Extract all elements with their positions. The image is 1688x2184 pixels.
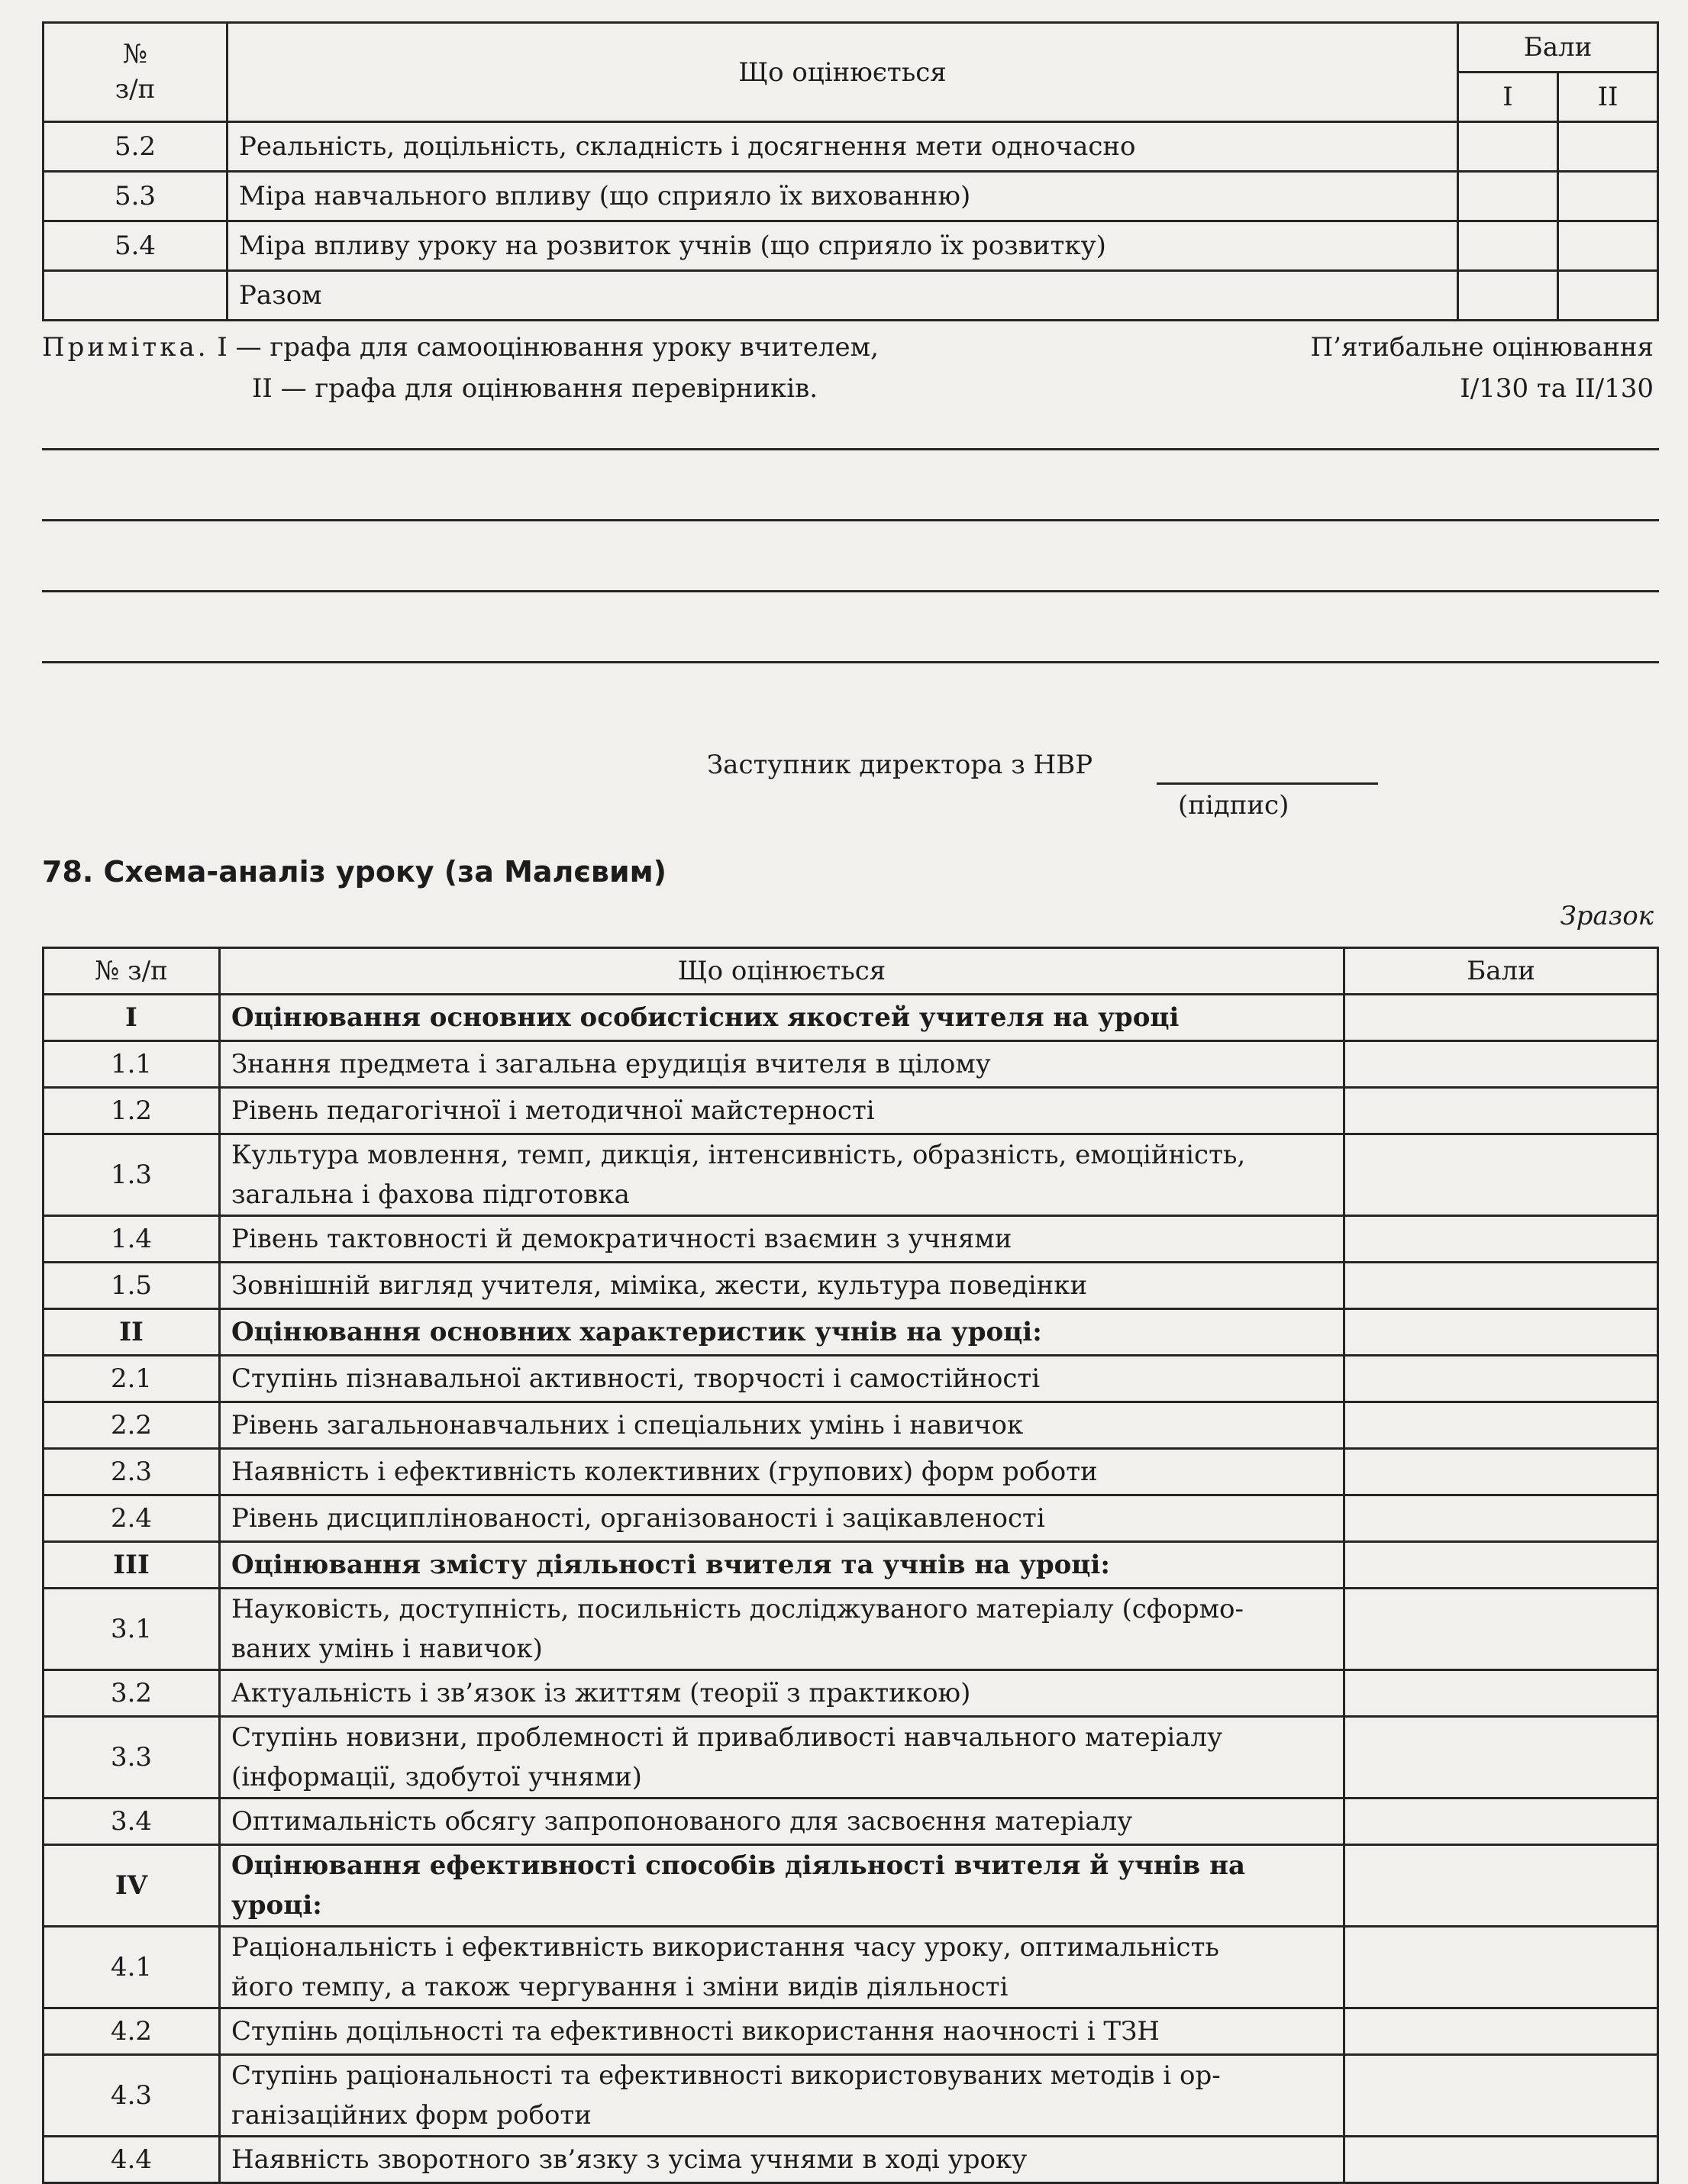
row-score-ii [1558,271,1658,321]
top-table-row [44,271,1658,321]
row-score [1344,1495,1658,1542]
top-table-row [44,122,1658,172]
main-header-number: № з/п [44,948,220,995]
row-criterion: Оцінювання ефективності способів діяльності вчителя й учнів на уроці: [220,1845,1344,1927]
row-score [1344,1356,1658,1402]
row-number: 4.3 [44,2055,220,2137]
table-row [44,1798,1658,1845]
blank-line [42,519,1659,521]
table-row [44,1263,1658,1309]
row-number: 2.1 [44,1356,220,1402]
note-block [42,327,879,409]
row-criterion: Ступінь раціональності та ефективності використовуваних методів і ор- ганізаційних форм роботи [220,2055,1344,2137]
row-number: 3.3 [44,1717,220,1798]
row-criterion: Наявність і ефективність колективних (групових) форм роботи [220,1449,1344,1495]
top-table-row [44,221,1658,271]
signature-role: Заступник директора з НВР [707,750,1093,780]
header-scores: Бали [1458,23,1658,73]
header-number-text: № з/п [115,38,156,105]
section-row [44,1309,1658,1356]
row-number [44,271,228,321]
table-row [44,1495,1658,1542]
row-number: 5.2 [44,122,228,172]
row-score [1344,2055,1658,2137]
section-row [44,1542,1658,1589]
row-criterion: Оптимальність обсягу запропонованого для засвоєння матеріалу [220,1798,1344,1845]
row-criterion: Міра навчального впливу (що сприяло їх вихованню) [228,172,1458,221]
row-number: 1.1 [44,1041,220,1088]
section-row [44,995,1658,1041]
row-score [1344,1717,1658,1798]
section-title: 78. Схема-аналіз уроку (за Малєвим) [42,855,667,889]
signature-caption: (підпис) [1178,790,1289,821]
row-score-i [1458,122,1558,172]
table-row [44,1927,1658,2008]
row-criterion: Раціональність і ефективність використання часу уроку, оптимальність його темпу, а також чергування і зміни видів діяльності [220,1927,1344,2008]
row-number: 3.2 [44,1670,220,1717]
row-number: 4.2 [44,2008,220,2055]
row-score [1344,2008,1658,2055]
row-score [1344,1927,1658,2008]
row-number: 3.1 [44,1589,220,1670]
note-scoring-value: I/130 та II/130 [1460,373,1654,404]
row-criterion: Оцінювання змісту діяльності вчителя та учнів на уроці: [220,1542,1344,1589]
row-number: 3.4 [44,1798,220,1845]
row-score [1344,995,1658,1041]
table-row [44,2137,1658,2183]
row-criterion: Міра впливу уроку на розвиток учнів (що сприяло їх розвитку) [228,221,1458,271]
row-number: I [44,995,220,1041]
top-table-row [44,172,1658,221]
row-number: 1.4 [44,1216,220,1263]
main-header-what: Що оцінюється [220,948,1344,995]
main-table-header-row [44,948,1658,995]
row-criterion: Ступінь новизни, проблемності й привабливості навчального матеріалу (інформації, здобутої учнями) [220,1717,1344,1798]
note-label: Примітка. [42,332,209,363]
note-scoring-title: П’ятибальне оцінювання [1310,332,1654,363]
table-row [44,1717,1658,1798]
row-number: 4.4 [44,2137,220,2183]
blank-line [42,448,1659,450]
row-number: 1.3 [44,1134,220,1216]
row-criterion: Разом [228,271,1458,321]
header-what: Що оцінюється [228,23,1458,122]
row-score-i [1458,172,1558,221]
note-right-block [1311,327,1654,409]
row-score-i [1458,221,1558,271]
row-criterion: Ступінь доцільності та ефективності використання наочності і ТЗН [220,2008,1344,2055]
row-score [1344,1670,1658,1717]
row-criterion: Рівень тактовності й демократичності взаємин з учнями [220,1216,1344,1263]
row-criterion: Культура мовлення, темп, дикція, інтенсивність, образність, емоційність, загальна і фахова підготовка [220,1134,1344,1216]
note-line-2: II — графа для оцінювання перевірників. [252,373,818,404]
row-score [1344,1589,1658,1670]
row-score [1344,1449,1658,1495]
table-row [44,1589,1658,1670]
table-row [44,1356,1658,1402]
row-score-ii [1558,221,1658,271]
table-row [44,1216,1658,1263]
row-score [1344,1798,1658,1845]
row-number: 2.2 [44,1402,220,1449]
blank-line [42,661,1659,663]
lesson-analysis-table [42,947,1659,2184]
row-score-ii [1558,122,1658,172]
top-evaluation-table [42,21,1659,321]
row-score [1344,1216,1658,1263]
row-criterion: Науковість, доступність, посильність досліджуваного матеріалу (сформо- ваних умінь і навичок) [220,1589,1344,1670]
row-criterion: Знання предмета і загальна ерудиція вчителя в цілому [220,1041,1344,1088]
main-header-score: Бали [1344,948,1658,995]
table-row [44,1041,1658,1088]
table-row [44,2055,1658,2137]
header-score-ii: II [1558,73,1658,122]
row-score [1344,1134,1658,1216]
row-criterion: Рівень загальнонавчальних і спеціальних умінь і навичок [220,1402,1344,1449]
row-number: III [44,1542,220,1589]
row-score [1344,1263,1658,1309]
row-number: 1.2 [44,1088,220,1134]
row-number: 2.4 [44,1495,220,1542]
row-number: 5.3 [44,172,228,221]
row-score [1344,1088,1658,1134]
blank-line [42,590,1659,592]
row-number: 1.5 [44,1263,220,1309]
row-number: 4.1 [44,1927,220,2008]
table-row [44,1670,1658,1717]
row-score-ii [1558,172,1658,221]
section-row [44,1845,1658,1927]
table-row [44,1402,1658,1449]
row-score [1344,1845,1658,1927]
row-criterion: Ступінь пізнавальної активності, творчості і самостійності [220,1356,1344,1402]
row-number: IV [44,1845,220,1927]
row-score-i [1458,271,1558,321]
signature-line [1157,782,1378,785]
note-line-1: I — графа для самооцінювання уроку вчителем, [208,332,879,363]
table-row [44,1449,1658,1495]
row-score [1344,1041,1658,1088]
table-row [44,2008,1658,2055]
row-score [1344,2137,1658,2183]
row-criterion: Наявність зворотного зв’язку з усіма учнями в ході уроку [220,2137,1344,2183]
row-criterion: Оцінювання основних особистісних якостей учителя на уроці [220,995,1344,1041]
sample-label: Зразок [1560,901,1654,931]
row-number: 2.3 [44,1449,220,1495]
row-number: II [44,1309,220,1356]
row-number: 5.4 [44,221,228,271]
header-number [44,23,228,122]
row-score [1344,1309,1658,1356]
row-criterion: Актуальність і зв’язок із життям (теорії з практикою) [220,1670,1344,1717]
row-criterion: Реальність, доцільність, складність і досягнення мети одночасно [228,122,1458,172]
header-score-i: I [1458,73,1558,122]
table-row [44,1088,1658,1134]
table-row [44,1134,1658,1216]
row-score [1344,1542,1658,1589]
row-score [1344,1402,1658,1449]
row-criterion: Оцінювання основних характеристик учнів на уроці: [220,1309,1344,1356]
row-criterion: Зовнішній вигляд учителя, міміка, жести, культура поведінки [220,1263,1344,1309]
row-criterion: Рівень дисциплінованості, організованості і зацікавленості [220,1495,1344,1542]
row-criterion: Рівень педагогічної і методичної майстерності [220,1088,1344,1134]
top-table-header-row [44,23,1658,73]
